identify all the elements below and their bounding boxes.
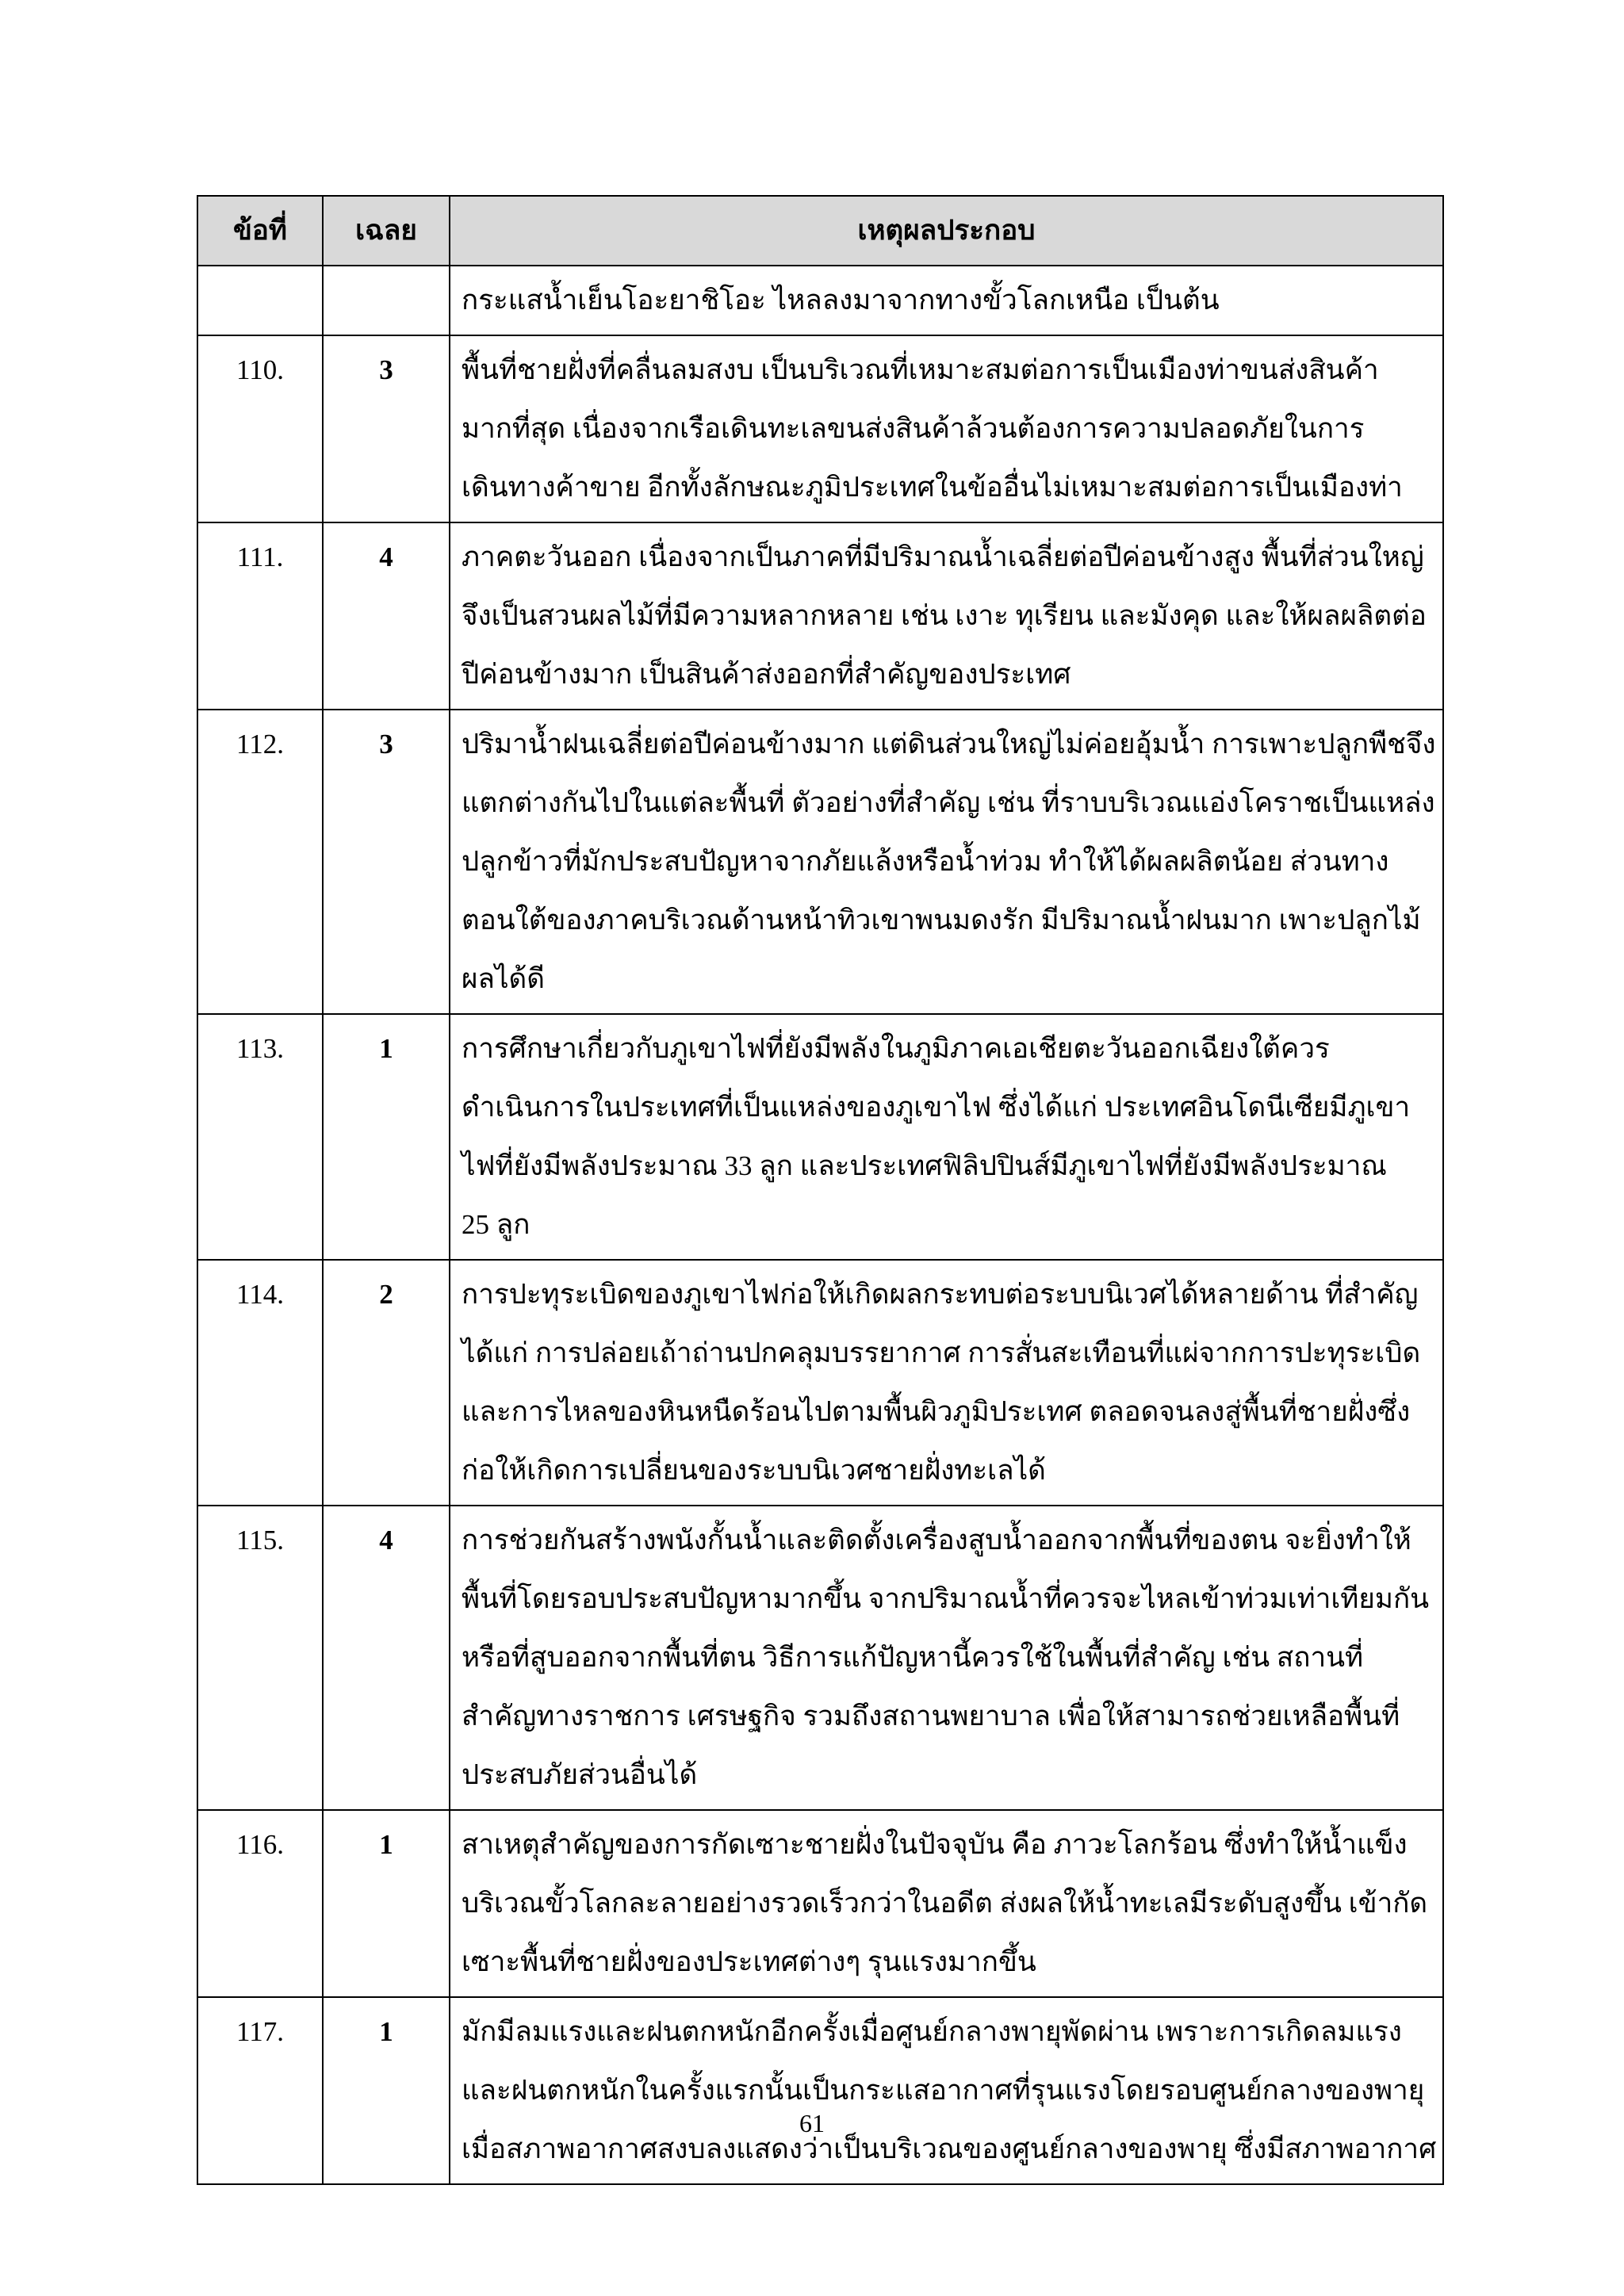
reason-text-line: มากที่สุด เนื่องจากเรือเดินทะเลขนส่งสินค้าล้วนต้องการความปลอดภัยในการ — [462, 413, 1365, 444]
reason-cell — [450, 710, 1443, 1014]
reason-cell — [450, 1260, 1443, 1506]
reason-text-line: ตอนใต้ของภาคบริเวณด้านหน้าทิวเขาพนมดงรัก มีปริมาณน้ำฝนมาก เพาะปลูกไม้ — [462, 905, 1421, 936]
reason-text-line: แตกต่างกันไปในแต่ละพื้นที่ ตัวอย่างที่สำคัญ เช่น ที่ราบบริเวณแอ่งโคราชเป็นแหล่ง — [462, 787, 1435, 818]
reason-text-line: หรือที่สูบออกจากพื้นที่ตน วิธีการแก้ปัญหานี้ควรใช้ในพื้นที่สำคัญ เช่น สถานที่ — [462, 1642, 1364, 1673]
header-question-number: ข้อที่ — [197, 196, 323, 266]
reason-cell — [450, 1997, 1443, 2184]
reason-text-line: สำคัญทางราชการ เศรษฐกิจ รวมถึงสถานพยาบาล เพื่อให้สามารถช่วยเหลือพื้นที่ — [462, 1701, 1400, 1732]
reason-text-line: การปะทุระเบิดของภูเขาไฟก่อให้เกิดผลกระทบต่อระบบนิเวศได้หลายด้าน ที่สำคัญ — [462, 1279, 1419, 1310]
answer-cell: 1 — [323, 1810, 450, 1997]
reason-text-line: ภาคตะวันออก เนื่องจากเป็นภาคที่มีปริมาณน้ำเฉลี่ยต่อปีค่อนข้างสูง พื้นที่ส่วนใหญ่ — [462, 541, 1424, 572]
table-row — [197, 1014, 1443, 1260]
reason-text-line: และฝนตกหนักในครั้งแรกนั้นเป็นกระแสอากาศที่รุนแรงโดยรอบศูนย์กลางของพายุ — [462, 2075, 1425, 2106]
table-row — [197, 1506, 1443, 1810]
answer-table — [197, 195, 1444, 2185]
question-number-cell: 111. — [197, 522, 323, 710]
answer-cell — [323, 266, 450, 335]
table-row — [197, 1260, 1443, 1506]
answer-cell: 2 — [323, 1260, 450, 1506]
answer-cell: 3 — [323, 710, 450, 1014]
reason-text-line: กระแสน้ำเย็นโอะยาชิโอะ ไหลลงมาจากทางขั้วโลกเหนือ เป็นต้น — [462, 285, 1220, 316]
reason-text-line: สาเหตุสำคัญของการกัดเซาะชายฝั่งในปัจจุบัน คือ ภาวะโลกร้อน ซึ่งทำให้น้ำแข็ง — [462, 1829, 1408, 1860]
reason-cell — [450, 335, 1443, 522]
reason-text-line: ปีค่อนข้างมาก เป็นสินค้าส่งออกที่สำคัญของประเทศ — [462, 659, 1071, 690]
reason-cell — [450, 1506, 1443, 1810]
question-number-cell: 116. — [197, 1810, 323, 1997]
page-number: 61 — [799, 2109, 825, 2137]
reason-text-line: เดินทางค้าขาย อีกทั้งลักษณะภูมิประเทศในข้ออื่นไม่เหมาะสมต่อการเป็นเมืองท่า — [462, 472, 1403, 503]
question-number-cell: 113. — [197, 1014, 323, 1260]
table-row — [197, 335, 1443, 522]
reason-text-line: ก่อให้เกิดการเปลี่ยนของระบบนิเวศชายฝั่งทะเลได้ — [462, 1455, 1046, 1486]
reason-text-line: เมื่อสภาพอากาศสงบลงแสดงว่าเป็นบริเวณของศูนย์กลางของพายุ ซึ่งมีสภาพอากาศ — [462, 2133, 1437, 2164]
reason-text-line: ปลูกข้าวที่มักประสบปัญหาจากภัยแล้งหรือน้ำท่วม ทำให้ได้ผลผลิตน้อย ส่วนทาง — [462, 846, 1389, 877]
reason-text-line: บริเวณขั้วโลกละลายอย่างรวดเร็วกว่าในอดีต ส่งผลให้น้ำทะเลมีระดับสูงขึ้น เข้ากัด — [462, 1888, 1428, 1919]
table-row — [197, 522, 1443, 710]
reason-cell — [450, 1014, 1443, 1260]
answer-cell: 4 — [323, 1506, 450, 1810]
header-reason: เหตุผลประกอบ — [450, 196, 1443, 266]
reason-text-line: ไฟที่ยังมีพลังประมาณ 33 ลูก และประเทศฟิลิปปินส์มีภูเขาไฟที่ยังมีพลังประมาณ — [462, 1150, 1387, 1181]
table-row — [197, 710, 1443, 1014]
reason-text-line: ดำเนินการในประเทศที่เป็นแหล่งของภูเขาไฟ ซึ่งได้แก่ ประเทศอินโดนีเซียมีภูเขา — [462, 1092, 1411, 1123]
question-number-cell: 117. — [197, 1997, 323, 2184]
reason-text-line: และการไหลของหินหนืดร้อนไปตามพื้นผิวภูมิประเทศ ตลอดจนลงสู่พื้นที่ชายฝั่งซึ่ง — [462, 1396, 1411, 1427]
table-row — [197, 266, 1443, 335]
reason-cell — [450, 1810, 1443, 1997]
reason-text-line: มักมีลมแรงและฝนตกหนักอีกครั้งเมื่อศูนย์กลางพายุพัดผ่าน เพราะการเกิดลมแรง — [462, 2016, 1402, 2047]
answer-cell: 1 — [323, 1014, 450, 1260]
reason-text-line: ผลได้ดี — [462, 963, 546, 994]
question-number-cell: 114. — [197, 1260, 323, 1506]
reason-text-line: ได้แก่ การปล่อยเถ้าถ่านปกคลุมบรรยากาศ การสั่นสะเทือนที่แผ่จากการปะทุระเบิด — [462, 1337, 1421, 1368]
table-row — [197, 1810, 1443, 1997]
reason-cell — [450, 522, 1443, 710]
reason-text-line: การช่วยกันสร้างพนังกั้นน้ำและติดตั้งเครื่องสูบน้ำออกจากพื้นที่ของตน จะยิ่งทำให้ — [462, 1525, 1411, 1556]
answer-cell: 1 — [323, 1997, 450, 2184]
reason-text-line: เซาะพื้นที่ชายฝั่งของประเทศต่างๆ รุนแรงมากขึ้น — [462, 1946, 1036, 1977]
question-number-cell — [197, 266, 323, 335]
reason-cell — [450, 266, 1443, 335]
question-number-cell: 112. — [197, 710, 323, 1014]
reason-text-line: จึงเป็นสวนผลไม้ที่มีความหลากหลาย เช่น เงาะ ทุเรียน และมังคุด และให้ผลผลิตต่อ — [462, 600, 1427, 631]
answer-cell: 4 — [323, 522, 450, 710]
header-answer: เฉลย — [323, 196, 450, 266]
reason-text-line: พื้นที่โดยรอบประสบปัญหามากขึ้น จากปริมาณน้ำที่ควรจะไหลเข้าท่วมเท่าเทียมกัน — [462, 1583, 1430, 1614]
reason-text-line: การศึกษาเกี่ยวกับภูเขาไฟที่ยังมีพลังในภูมิภาคเอเชียตะวันออกเฉียงใต้ควร — [462, 1033, 1330, 1064]
reason-text-line: ปริมาน้ำฝนเฉลี่ยต่อปีค่อนข้างมาก แต่ดินส่วนใหญ่ไม่ค่อยอุ้มน้ำ การเพาะปลูกพืชจึง — [462, 729, 1436, 760]
reason-text-line: ประสบภัยส่วนอื่นได้ — [462, 1759, 698, 1790]
table-row — [197, 1997, 1443, 2184]
answer-cell: 3 — [323, 335, 450, 522]
question-number-cell: 110. — [197, 335, 323, 522]
reason-text-line: 25 ลูก — [462, 1209, 530, 1240]
table-header-row — [197, 196, 1443, 266]
question-number-cell: 115. — [197, 1506, 323, 1810]
table-body — [197, 266, 1443, 2184]
reason-text-line: พื้นที่ชายฝั่งที่คลื่นลมสงบ เป็นบริเวณที่เหมาะสมต่อการเป็นเมืองท่าขนส่งสินค้า — [462, 354, 1379, 385]
